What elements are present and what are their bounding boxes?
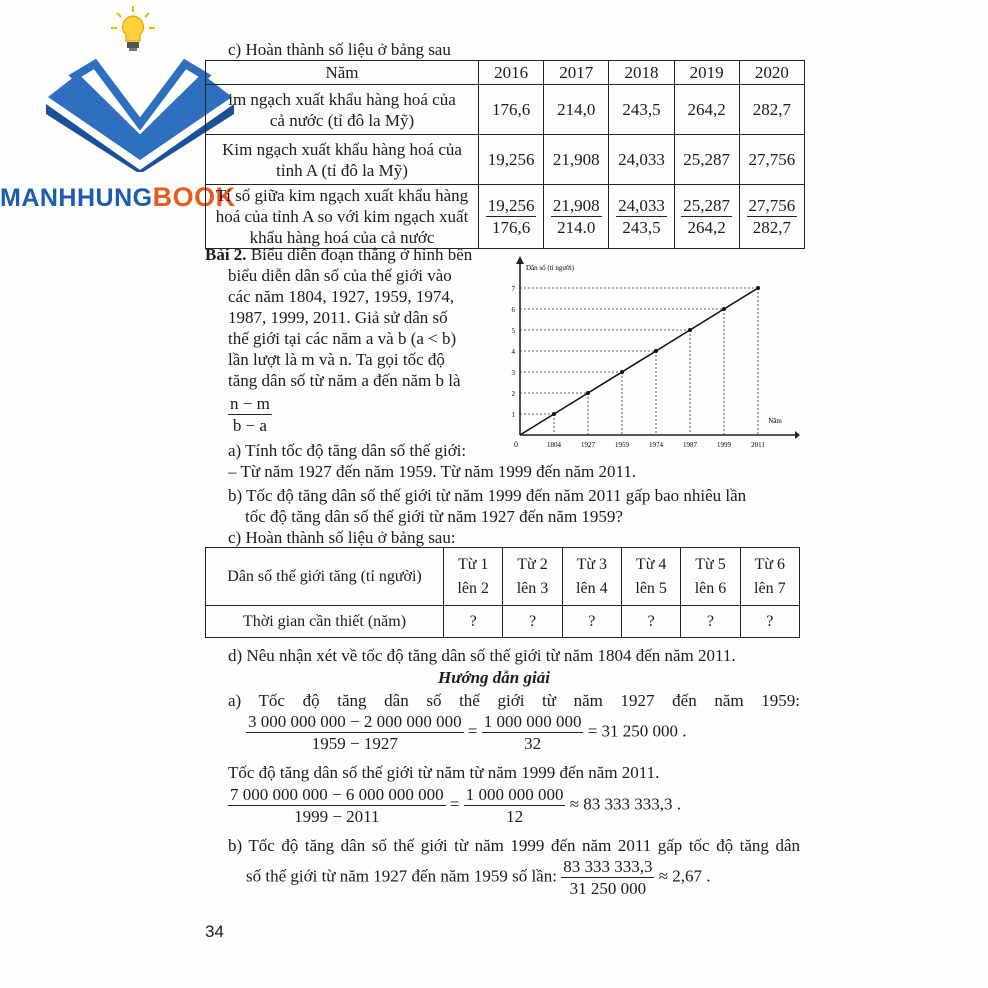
x-tick-label: 1999 [717, 441, 731, 449]
table-cell: 214,0 [544, 85, 609, 135]
x-tick-label: 1804 [547, 441, 561, 449]
solution-line2: Tốc độ tăng dân số thế giới từ năm từ năm 1999 đến năm 2011. [228, 763, 660, 782]
table-cell: ? [562, 606, 621, 638]
table-cell: Từ 5 lên 6 [681, 548, 740, 606]
data-point [620, 370, 624, 374]
question-b-line2: tốc độ tăng dân số thế giới từ năm 1927 đến năm 1959? [245, 507, 623, 526]
fraction-cell: $\frac{25,287}{264,2}$ [674, 185, 739, 249]
x-tick-label: 1927 [581, 441, 595, 449]
y-tick-label: 3 [511, 369, 515, 377]
header-cell: 2020 [739, 61, 804, 85]
y-axis-label: Dân số (tỉ người) [526, 264, 575, 272]
data-point [756, 286, 760, 290]
question-a: a) Tính tốc độ tăng dân số thế giới: [228, 441, 467, 460]
table-cell: 21,908 [544, 135, 609, 185]
y-tick-label: 2 [511, 390, 515, 398]
export-table [205, 60, 805, 249]
y-tick-label: 4 [511, 348, 515, 356]
y-tick-label: 1 [511, 411, 515, 419]
data-point [688, 328, 692, 332]
fraction-cell: $\frac{21,908}{214.0}$ [544, 185, 609, 249]
header-cell: 2016 [479, 61, 544, 85]
row-label: im ngạch xuất khẩu hàng hoá của cả nước (tỉ đô la Mỹ) [206, 85, 479, 135]
data-point [722, 307, 726, 311]
table-cell: Từ 1 lên 2 [444, 548, 503, 606]
table-cell: Từ 6 lên 7 [740, 548, 799, 606]
question-b-line1: b) Tốc độ tăng dân số thế giới từ năm 1999 đến năm 2011 gấp bao nhiêu lần [228, 486, 747, 505]
x-tick-label: 1987 [683, 441, 697, 449]
fraction-cell: $\frac{27,756}{282,7}$ [739, 185, 804, 249]
lightbulb-icon [108, 4, 158, 56]
table-cell: ? [681, 606, 740, 638]
logo-suffix-text: BOOK [152, 182, 236, 212]
table-cell: 24,033 [609, 135, 674, 185]
question-a-sub: – Từ năm 1927 đến năm 1959. Từ năm 1999 đến năm 2011. [228, 462, 637, 481]
part-c-top-label: c) Hoàn thành số liệu ở bảng sau [228, 40, 451, 59]
solution-equation-1: $\frac{3 000 000 000 - 2 000 000 000}{1959 - 1927}$ = $\frac{1 000 000 000}{32}$ = 31 250 000 . [248, 712, 687, 753]
header-cell: 2019 [674, 61, 739, 85]
solution-heading: Hướng dẫn giải [438, 668, 550, 687]
x-axis-arrow [795, 431, 800, 439]
question-c: c) Hoàn thành số liệu ở bảng sau: [228, 528, 456, 547]
table-cell: 27,756 [739, 135, 804, 185]
x-tick-label: 1974 [649, 441, 663, 449]
table-cell: 19,256 [479, 135, 544, 185]
solution-b-line1: b) Tốc độ tăng dân số thế giới từ năm 1999 đến năm 2011 gấp tốc độ tăng dân [228, 836, 800, 855]
header-cell: 2018 [609, 61, 674, 85]
x-axis-label: Năm [768, 417, 782, 425]
table-cell: ? [503, 606, 562, 638]
table-cell: Từ 3 lên 4 [562, 548, 621, 606]
origin-label: 0 [514, 440, 518, 449]
x-tick-label: 1959 [615, 441, 629, 449]
rate-fraction: $\frac{n - m}{b - a}$ [230, 394, 270, 435]
solution-a-line: a) Tốc độ tăng dân số thế giới từ năm 1927 đến năm 1959: [228, 691, 800, 710]
table-cell: 282,7 [739, 85, 804, 135]
bai2-text: Bài 2. Biểu diễn đoạn thẳng ở hình bên biểu diễn dân số của thế giới vào các năm 1804, 1927, 1959, 1974, 1987, 1999, 2011. Giả sử dân số thế giới tại các năm a và b (a < b) lần lượt là m và n. Ta gọi tốc độ tăng dân số từ năm a đến năm b là $\frac{n - m}{b - a}$ [205, 245, 473, 435]
fraction-cell: $\frac{19,256}{176,6}$ [479, 185, 544, 249]
population-line-chart [505, 252, 800, 457]
logo-brand-text: MANHHUNG [0, 184, 153, 212]
question-d: d) Nêu nhận xét về tốc độ tăng dân số thế giới từ năm 1804 đến năm 2011. [228, 646, 736, 665]
row-label: Dân số thế giới tăng (tỉ người) [206, 548, 444, 606]
page-number: 34 [205, 922, 224, 941]
table-cell: 264,2 [674, 85, 739, 135]
y-tick-label: 7 [511, 285, 515, 293]
solution-equation-2: $\frac{7 000 000 000 - 6 000 000 000}{1999 - 2011}$ = $\frac{1 000 000 000}{12}$ ≈ 83 333 333,3 . [230, 785, 682, 826]
x-tick-label: 2011 [751, 441, 765, 449]
fraction-cell: $\frac{24,033}{243,5}$ [609, 185, 674, 249]
data-point [654, 349, 658, 353]
row-label: Tỉ số giữa kim ngạch xuất khẩu hàng hoá của tỉnh A so với kim ngạch xuất khẩu hàng hoá của cả nước [206, 185, 479, 249]
solution-equation-3: số thế giới từ năm 1927 đến năm 1959 số lần: $\frac{83 333 333,3}{31 250 000}$ ≈ 2,67 . [246, 857, 711, 898]
y-tick-label: 6 [511, 306, 515, 314]
header-cell: 2017 [544, 61, 609, 85]
row-label: Thời gian cần thiết (năm) [206, 606, 444, 638]
table-cell: ? [621, 606, 680, 638]
table-cell: 176,6 [479, 85, 544, 135]
table-cell: ? [740, 606, 799, 638]
population-table [205, 547, 800, 638]
table-cell: ? [444, 606, 503, 638]
table-cell: Từ 4 lên 5 [621, 548, 680, 606]
data-point [552, 412, 556, 416]
y-axis-arrow [516, 256, 524, 264]
header-cell: Năm [206, 61, 479, 85]
data-point [586, 391, 590, 395]
table-cell: Từ 2 lên 3 [503, 548, 562, 606]
table-cell: 25,287 [674, 135, 739, 185]
table-cell: 243,5 [609, 85, 674, 135]
row-label: Kim ngạch xuất khẩu hàng hoá của tỉnh A (tỉ đô la Mỹ) [206, 135, 479, 185]
y-tick-label: 5 [511, 327, 515, 335]
